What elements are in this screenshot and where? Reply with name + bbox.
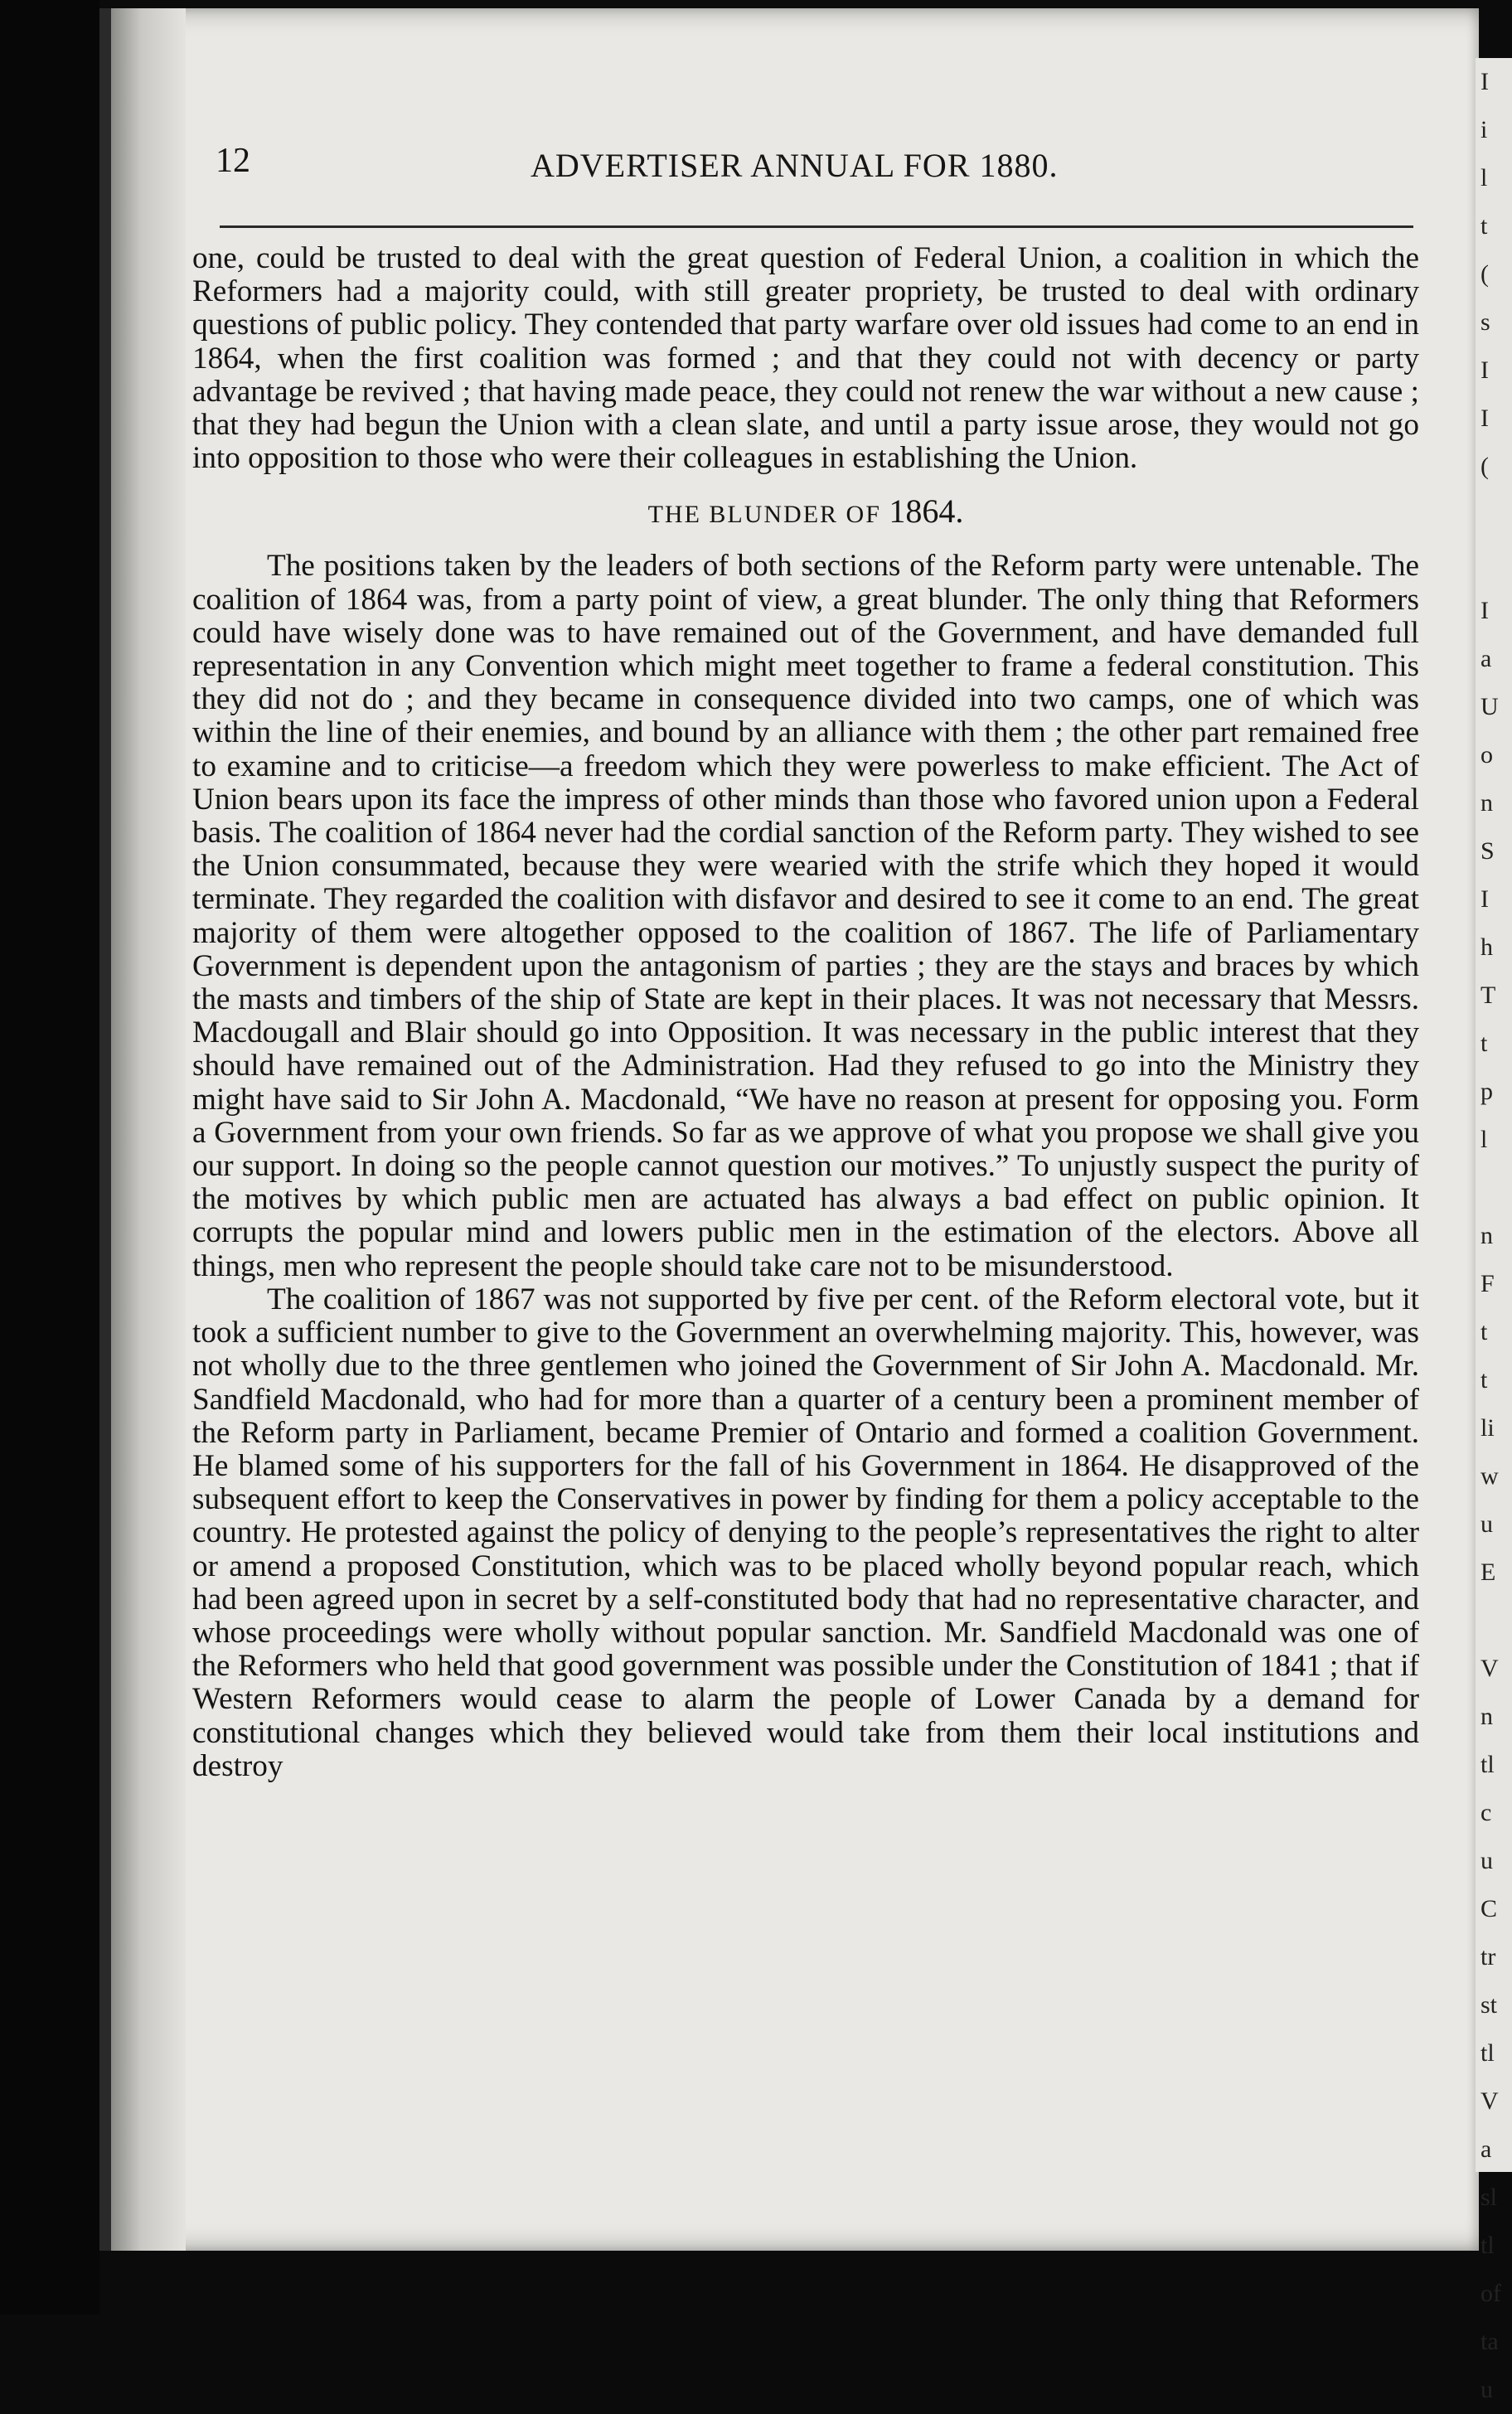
adjacent-page-fragment: a	[1480, 645, 1492, 672]
adjacent-page-fragment	[1476, 1597, 1512, 1645]
adjacent-page-fragment: w	[1480, 1462, 1499, 1490]
header-rule	[220, 225, 1413, 228]
adjacent-page-fragment: C	[1480, 1895, 1498, 1922]
adjacent-page-fragment: T	[1480, 982, 1496, 1009]
adjacent-page-fragment: U	[1480, 693, 1499, 720]
adjacent-page-fragment: t	[1480, 1318, 1488, 1345]
adjacent-page-fragment: u	[1480, 2376, 1493, 2403]
adjacent-page-fragment: V	[1480, 2087, 1499, 2115]
page-binding-shadow	[111, 8, 186, 2251]
adjacent-page-fragment: t	[1480, 212, 1488, 240]
adjacent-page-fragment: n	[1480, 789, 1493, 817]
adjacent-page-fragment: h	[1480, 933, 1493, 961]
adjacent-page-fragment: l	[1480, 1126, 1488, 1153]
adjacent-page-fragment: i	[1480, 116, 1488, 143]
adjacent-page-fragment: F	[1480, 1270, 1495, 1297]
adjacent-page-fragment: ta	[1480, 2328, 1499, 2355]
adjacent-page-fragment: I	[1480, 885, 1489, 913]
adjacent-page-fragment: (	[1480, 260, 1489, 288]
adjacent-page-fragment: t	[1480, 1030, 1488, 1057]
adjacent-page-fragment: S	[1480, 837, 1495, 865]
adjacent-page-fragment: sl	[1480, 2184, 1498, 2211]
adjacent-page-fragment: st	[1480, 1991, 1498, 2019]
adjacent-page-fragment: of	[1480, 2280, 1501, 2307]
scan-left-margin	[0, 0, 99, 2315]
section-heading	[192, 493, 1419, 533]
adjacent-page-fragment: c	[1480, 1799, 1492, 1826]
page-body	[192, 242, 1419, 1783]
adjacent-page-fragment: li	[1480, 1414, 1495, 1442]
adjacent-page-fragment: E	[1480, 1558, 1496, 1586]
adjacent-page-fragment: s	[1480, 308, 1490, 336]
adjacent-page-fragment: n	[1480, 1222, 1493, 1249]
section-heading-year: 1864.	[889, 492, 964, 531]
adjacent-page-fragment: p	[1480, 1078, 1493, 1105]
adjacent-page-fragment: tr	[1480, 1943, 1496, 1970]
adjacent-page-fragment: I	[1480, 68, 1489, 95]
page-number: 12	[216, 142, 250, 180]
adjacent-page-fragment: t	[1480, 1366, 1488, 1394]
adjacent-page-fragment: tl	[1480, 1751, 1495, 1778]
adjacent-page-fragment: tl	[1480, 2232, 1495, 2259]
adjacent-page-fragment: u	[1480, 1847, 1493, 1874]
adjacent-page-fragment: I	[1480, 405, 1489, 432]
adjacent-page-fragment	[1476, 539, 1512, 587]
adjacent-page-fragment: o	[1480, 741, 1493, 768]
adjacent-page-fragment: a	[1480, 2135, 1492, 2163]
running-title: ADVERTISER ANNUAL FOR 1880.	[531, 147, 1059, 184]
adjacent-page-fragment: n	[1480, 1703, 1493, 1730]
adjacent-page-fragment: u	[1480, 1510, 1493, 1538]
adjacent-page-fragment: V	[1480, 1655, 1499, 1682]
adjacent-page-fragment: (	[1480, 453, 1489, 480]
section-heading-text: THE BLUNDER OF	[647, 501, 881, 529]
adjacent-page-fragment: I	[1480, 597, 1489, 624]
adjacent-page-fragment: I	[1480, 356, 1489, 384]
adjacent-page-edge	[1476, 58, 1512, 2403]
paragraph: The coalition of 1867 was not supported by five per cent. of the Reform electoral vote, but it took a sufficient number to give to the Government an overwhelming majority. This, however, was not wholly due to the three gentlemen who joined the Government of Sir John A. Macdonald. Mr. Sandfield Macdonald, who had for more than a quarter of a century been a prominent member of the Reform party in Parliament, became Premier of Ontario and formed a coalition Government. He blamed some of his supporters for the fall of his Government in 1864. He disapproved of the subsequent effort to keep the Conservatives in power by finding for them a policy acceptable to the country. He protested against the policy of denying to the people’s representatives the right to alter or amend a proposed Constitution, which was to be placed wholly beyond popular reach, which had been agreed upon in secret by a self-constituted body that had no representative character, and whose proceedings were wholly without popular sanction. Mr. Sandfield Macdonald was one of the Reformers who held that good government was possible under the Constitution of 1841 ; that if Western Reformers would cease to alarm the people of Lower Canada by a demand for constitutional changes which they believed would take from them their local institutions and destroy	[192, 1282, 1419, 1783]
page-header	[216, 141, 1418, 199]
adjacent-page-fragment	[1476, 1164, 1512, 1212]
paragraph-intro: one, could be trusted to deal with the great question of Federal Union, a coalition in which the Reformers had a majority could, with still greater propriety, be trusted to deal with ordinary questions of public policy. They contended that party warfare over old issues had come to an end in 1864, when the first coalition was formed ; and that they could not with decency or party advantage be revived ; that having made peace, they could not renew the war without a new cause ; that they had begun the Union with a clean slate, and until a party issue arose, they would not go into opposition to those who were their colleagues in establishing the Union.	[192, 241, 1419, 476]
adjacent-page-fragment: tl	[1480, 2039, 1495, 2067]
adjacent-page-fragment	[1476, 491, 1512, 539]
adjacent-page-fragment: l	[1480, 164, 1488, 191]
paragraph: The positions taken by the leaders of both sections of the Reform party were untenable. The coalition of 1864 was, from a party point of view, a great blunder. The only thing that Reformers could have wisely done was to have remained out of the Government, and have demanded full representation in any Convention which might meet together to frame a federal constitution. This they did not do ; and they became in consequence divided into two camps, one of which was within the line of their enemies, and bound by an alliance with them ; the other part remained free to examine and to criticise—a freedom which they were powerless to make efficient. The Act of Union bears upon its face the impress of other minds than those who favored union upon a Federal basis. The coalition of 1864 never had the cordial sanction of the Reform party. They wished to see the Union consummated, because they were wearied with the strife which they hoped it would terminate. They regarded the coalition with disfavor and desired to see it come to an end. The great majority of them were altogether opposed to the coalition of 1867. The life of Parliamentary Government is dependent upon the antagonism of parties ; they are the stays and braces by which the masts and timbers of the ship of State are kept in their places. It was not necessary that Messrs. Macdougall and Blair should go into Opposition. It was necessary in the public interest that they should have remained out of the Administration. Had they refused to go into the Ministry they might have said to Sir John A. Macdonald, “We have no reason at present for opposing you. Form a Government from your own friends. So far as we approve of what you propose we shall give you our support. In doing so the people cannot question our motives.” To unjustly suspect the purity of the motives by which public men are actuated has always a bad effect on public opinion. It corrupts the popular mind and lowers public men in the estimation of the electors. Above all things, men who represent the people should take care not to be misunderstood.	[192, 549, 1419, 1283]
